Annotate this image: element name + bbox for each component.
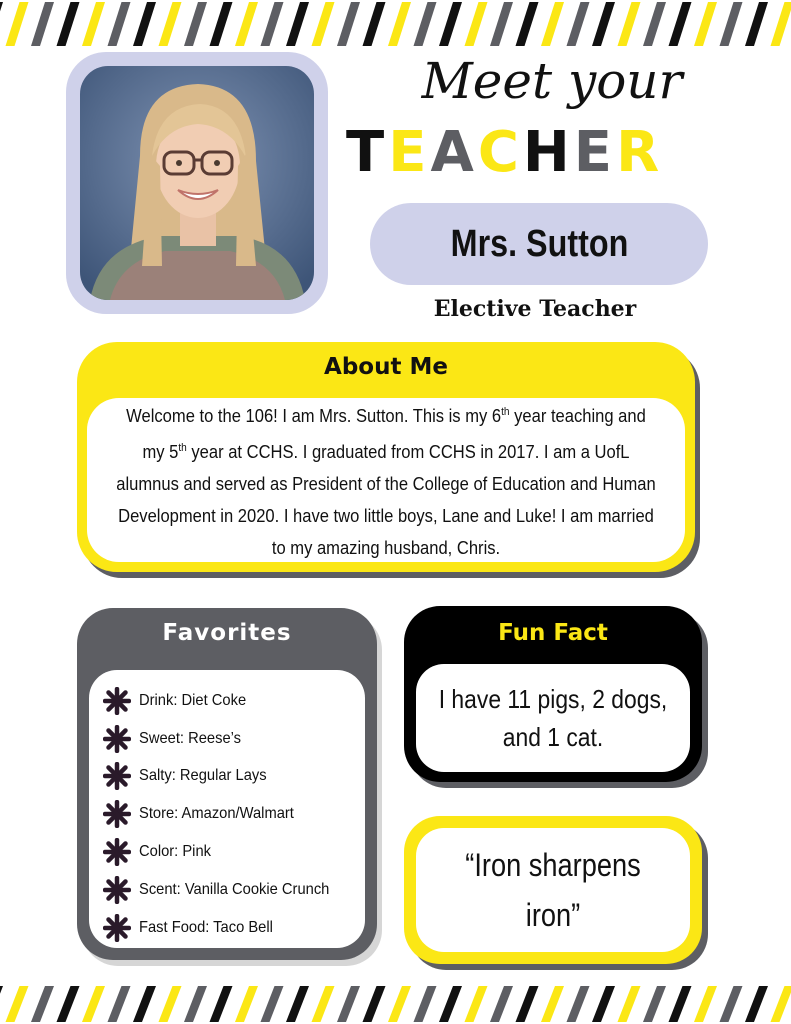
stripe — [618, 986, 641, 1022]
stripe — [0, 986, 3, 1022]
favorite-item — [103, 833, 346, 871]
stripe — [694, 986, 717, 1022]
stripe — [286, 986, 309, 1022]
stripe — [0, 2, 3, 46]
stripe — [57, 986, 80, 1022]
stripe — [771, 986, 791, 1022]
favorite-item-text: Fast Food: Taco Bell — [139, 918, 273, 936]
favorites-title: Favorites — [162, 620, 292, 646]
stripe — [31, 986, 54, 1022]
stripe — [541, 986, 564, 1022]
asterisk-icon — [103, 838, 131, 866]
about-text — [115, 396, 658, 564]
stripe — [490, 986, 513, 1022]
favorites-list — [103, 682, 346, 947]
teacher-letter: T — [346, 120, 389, 185]
about-superscript: th — [178, 442, 187, 454]
favorite-item — [103, 909, 346, 947]
favorite-item-text: Salty: Regular Lays — [139, 767, 267, 785]
teacher-photo — [80, 66, 314, 300]
stripe — [108, 2, 131, 46]
about-text-segment: Welcome to the 106! I am Mrs. Sutton. This is my 6 — [126, 406, 502, 426]
favorite-item-text: Color: Pink — [139, 843, 211, 861]
favorite-item-text: Store: Amazon/Walmart — [139, 805, 294, 823]
meet-your-script-title — [342, 40, 762, 120]
asterisk-icon — [103, 876, 131, 904]
about-text-segment: year teaching and my 5 — [142, 406, 646, 462]
stripe — [261, 2, 284, 46]
stripe — [261, 986, 284, 1022]
asterisk-icon — [103, 762, 131, 790]
teacher-letter: H — [522, 120, 574, 185]
stripe — [159, 2, 182, 46]
stripe — [184, 2, 207, 46]
stripe — [643, 986, 666, 1022]
teacher-title — [346, 118, 786, 188]
stripe — [439, 986, 462, 1022]
favorite-item — [103, 720, 346, 758]
stripe — [465, 986, 488, 1022]
stripe — [133, 2, 156, 46]
favorite-item-text: Sweet: Reese’s — [139, 729, 242, 747]
stripe — [184, 986, 207, 1022]
teacher-letter: R — [616, 120, 664, 185]
stripe — [235, 2, 258, 46]
stripe — [31, 2, 54, 46]
about-card — [77, 342, 695, 572]
stripe — [235, 986, 258, 1022]
stripe — [592, 986, 615, 1022]
teacher-letter: C — [477, 120, 523, 185]
svg-text:Meet your: Meet your — [421, 52, 683, 110]
favorite-item — [103, 795, 346, 833]
quote-card — [404, 816, 702, 964]
stripe — [210, 986, 233, 1022]
quote-body — [416, 828, 690, 952]
teacher-name: Mrs. Sutton — [450, 222, 628, 265]
favorite-item — [103, 871, 346, 909]
quote-text: “Iron sharpens iron” — [465, 847, 641, 933]
bottom-stripe-border — [0, 984, 791, 1024]
fun-fact-body — [416, 664, 690, 772]
fun-fact-title: Fun Fact — [498, 620, 608, 646]
favorites-card — [77, 608, 377, 960]
asterisk-icon — [103, 725, 131, 753]
asterisk-icon — [103, 687, 131, 715]
favorites-body — [89, 670, 365, 948]
about-text-segment: year at CCHS. I graduated from CCHS in 2017. I am a UofL alumnus and served as President of the College of Education and Human Development in 2020. I have two little boys, Lane and Luke! I am married to my amazing husband, Chris. — [116, 442, 656, 558]
about-title: About Me — [324, 354, 448, 380]
stripe — [6, 986, 29, 1022]
favorite-item-text: Scent: Vanilla Cookie Crunch — [139, 880, 330, 898]
stripe — [388, 986, 411, 1022]
favorite-item-text: Drink: Diet Coke — [139, 691, 247, 709]
stripe — [159, 986, 182, 1022]
stripe — [312, 986, 335, 1022]
asterisk-icon — [103, 800, 131, 828]
favorite-item — [103, 682, 346, 720]
asterisk-icon — [103, 914, 131, 942]
stripe — [210, 2, 233, 46]
fun-fact-card — [404, 606, 702, 782]
stripe — [133, 986, 156, 1022]
teacher-letter: A — [430, 120, 478, 185]
stripe — [6, 2, 29, 46]
stripe — [82, 2, 105, 46]
stripe — [745, 986, 768, 1022]
stripe — [567, 986, 590, 1022]
about-body — [87, 398, 685, 562]
stripe — [669, 986, 692, 1022]
stripe — [82, 986, 105, 1022]
stripe — [286, 2, 309, 46]
favorite-item — [103, 758, 346, 796]
fun-fact-text: I have 11 pigs, 2 dogs, and 1 cat. — [438, 684, 668, 752]
stripe — [108, 986, 131, 1022]
stripe — [414, 986, 437, 1022]
about-superscript: th — [501, 406, 510, 418]
teacher-letter: E — [573, 120, 617, 185]
teacher-letter: E — [388, 120, 431, 185]
stripe — [516, 986, 539, 1022]
stripe — [337, 986, 360, 1022]
stripe — [57, 2, 80, 46]
stripe — [312, 2, 335, 46]
teacher-role: Elective Teacher — [433, 296, 637, 322]
stripe — [771, 2, 791, 46]
stripe — [720, 986, 743, 1022]
name-pill — [370, 203, 708, 285]
stripe — [363, 986, 386, 1022]
